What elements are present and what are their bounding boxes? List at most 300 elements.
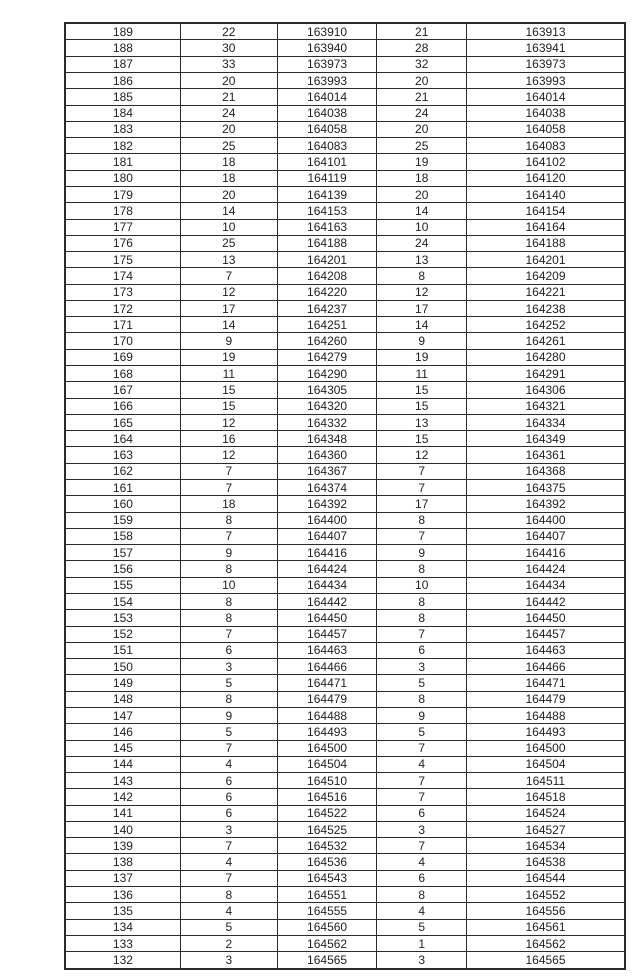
- table-row: [65, 431, 625, 447]
- table-cell-col5: 164524: [467, 805, 626, 821]
- table-cell-col5: 164552: [467, 887, 626, 903]
- table-cell-col5: 164466: [467, 659, 626, 675]
- table-cell-col5: 164556: [467, 903, 626, 919]
- table-cell-col2: 15: [180, 398, 277, 414]
- table-row: [65, 887, 625, 903]
- table-cell-col4: 19: [377, 154, 467, 170]
- table-row: [65, 382, 625, 398]
- table-row: [65, 235, 625, 251]
- score-table: [64, 22, 626, 970]
- table-cell-col2: 5: [180, 919, 277, 935]
- table-cell-col1: 172: [65, 300, 180, 316]
- table-cell-col5: 164471: [467, 675, 626, 691]
- table-cell-col1: 141: [65, 805, 180, 821]
- table-cell-col1: 177: [65, 219, 180, 235]
- table-cell-col4: 8: [377, 610, 467, 626]
- table-cell-col2: 30: [180, 40, 277, 56]
- table-row: [65, 300, 625, 316]
- table-cell-col3: 164279: [277, 349, 377, 365]
- table-cell-col5: 164511: [467, 773, 626, 789]
- table-cell-col1: 181: [65, 154, 180, 170]
- table-cell-col2: 24: [180, 105, 277, 121]
- table-cell-col4: 6: [377, 642, 467, 658]
- table-cell-col4: 9: [377, 545, 467, 561]
- table-cell-col3: 164516: [277, 789, 377, 805]
- table-cell-col4: 14: [377, 203, 467, 219]
- table-cell-col1: 168: [65, 366, 180, 382]
- table-cell-col3: 164083: [277, 138, 377, 154]
- table-cell-col2: 6: [180, 789, 277, 805]
- table-cell-col3: 164014: [277, 89, 377, 105]
- table-cell-col2: 7: [180, 528, 277, 544]
- table-cell-col5: 163993: [467, 72, 626, 88]
- table-cell-col2: 17: [180, 300, 277, 316]
- table-cell-col2: 21: [180, 89, 277, 105]
- table-cell-col3: 164251: [277, 317, 377, 333]
- table-cell-col2: 19: [180, 349, 277, 365]
- table-cell-col2: 7: [180, 268, 277, 284]
- table-cell-col1: 143: [65, 773, 180, 789]
- table-cell-col1: 166: [65, 398, 180, 414]
- table-row: [65, 740, 625, 756]
- table-cell-col5: 164407: [467, 528, 626, 544]
- table-cell-col3: 164163: [277, 219, 377, 235]
- table-cell-col4: 7: [377, 789, 467, 805]
- table-cell-col2: 8: [180, 691, 277, 707]
- table-cell-col5: 164361: [467, 447, 626, 463]
- table-cell-col1: 165: [65, 414, 180, 430]
- table-cell-col3: 164450: [277, 610, 377, 626]
- table-cell-col1: 182: [65, 138, 180, 154]
- table-cell-col2: 2: [180, 935, 277, 951]
- table-cell-col2: 9: [180, 545, 277, 561]
- table-cell-col5: 164400: [467, 512, 626, 528]
- table-cell-col3: 164471: [277, 675, 377, 691]
- table-cell-col4: 13: [377, 252, 467, 268]
- table-cell-col2: 7: [180, 870, 277, 886]
- table-cell-col4: 20: [377, 186, 467, 202]
- table-cell-col3: 164424: [277, 561, 377, 577]
- table-row: [65, 870, 625, 886]
- table-cell-col2: 12: [180, 414, 277, 430]
- table-cell-col3: 164332: [277, 414, 377, 430]
- table-cell-col1: 151: [65, 642, 180, 658]
- table-cell-col2: 4: [180, 903, 277, 919]
- table-cell-col5: 164306: [467, 382, 626, 398]
- table-cell-col4: 9: [377, 707, 467, 723]
- table-cell-col2: 18: [180, 496, 277, 512]
- table-row: [65, 480, 625, 496]
- table-cell-col1: 169: [65, 349, 180, 365]
- table-cell-col1: 144: [65, 756, 180, 772]
- table-cell-col5: 164442: [467, 593, 626, 609]
- table-cell-col2: 8: [180, 887, 277, 903]
- table-cell-col5: 164504: [467, 756, 626, 772]
- table-cell-col4: 7: [377, 626, 467, 642]
- table-cell-col1: 188: [65, 40, 180, 56]
- table-cell-col3: 164560: [277, 919, 377, 935]
- table-row: [65, 659, 625, 675]
- table-cell-col1: 175: [65, 252, 180, 268]
- table-cell-col1: 152: [65, 626, 180, 642]
- table-cell-col1: 183: [65, 121, 180, 137]
- table-row: [65, 268, 625, 284]
- table-cell-col1: 185: [65, 89, 180, 105]
- table-cell-col5: 164164: [467, 219, 626, 235]
- table-cell-col4: 3: [377, 952, 467, 969]
- table-row: [65, 545, 625, 561]
- table-row: [65, 675, 625, 691]
- table-cell-col3: 164400: [277, 512, 377, 528]
- table-row: [65, 691, 625, 707]
- table-cell-col5: 164188: [467, 235, 626, 251]
- table-cell-col5: 164140: [467, 186, 626, 202]
- table-cell-col5: 164434: [467, 577, 626, 593]
- table-cell-col4: 15: [377, 398, 467, 414]
- table-cell-col4: 8: [377, 887, 467, 903]
- table-cell-col2: 11: [180, 366, 277, 382]
- table-cell-col1: 174: [65, 268, 180, 284]
- table-cell-col5: 164221: [467, 284, 626, 300]
- table-cell-col3: 164367: [277, 463, 377, 479]
- table-cell-col1: 142: [65, 789, 180, 805]
- table-cell-col1: 153: [65, 610, 180, 626]
- table-cell-col3: 163940: [277, 40, 377, 56]
- table-cell-col3: 164551: [277, 887, 377, 903]
- table-cell-col3: 163910: [277, 23, 377, 40]
- table-cell-col4: 18: [377, 170, 467, 186]
- table-cell-col5: 164238: [467, 300, 626, 316]
- table-row: [65, 805, 625, 821]
- table-cell-col1: 146: [65, 724, 180, 740]
- table-cell-col2: 3: [180, 821, 277, 837]
- table-row: [65, 952, 625, 969]
- table-cell-col5: 164014: [467, 89, 626, 105]
- table-cell-col3: 164536: [277, 854, 377, 870]
- table-cell-col4: 8: [377, 691, 467, 707]
- table-cell-col1: 158: [65, 528, 180, 544]
- table-cell-col1: 138: [65, 854, 180, 870]
- table-cell-col2: 20: [180, 186, 277, 202]
- table-cell-col5: 164083: [467, 138, 626, 154]
- table-cell-col3: 164038: [277, 105, 377, 121]
- table-cell-col1: 149: [65, 675, 180, 691]
- table-cell-col3: 164500: [277, 740, 377, 756]
- table-cell-col1: 155: [65, 577, 180, 593]
- table-row: [65, 414, 625, 430]
- table-cell-col1: 139: [65, 838, 180, 854]
- table-cell-col5: 164463: [467, 642, 626, 658]
- table-row: [65, 447, 625, 463]
- table-cell-col2: 33: [180, 56, 277, 72]
- table-cell-col3: 164320: [277, 398, 377, 414]
- table-cell-col1: 171: [65, 317, 180, 333]
- table-cell-col5: 164538: [467, 854, 626, 870]
- table-cell-col3: 164348: [277, 431, 377, 447]
- table-cell-col4: 4: [377, 756, 467, 772]
- table-cell-col2: 5: [180, 675, 277, 691]
- table-cell-col4: 24: [377, 235, 467, 251]
- table-cell-col3: 164479: [277, 691, 377, 707]
- table-cell-col1: 159: [65, 512, 180, 528]
- table-cell-col5: 164154: [467, 203, 626, 219]
- table-row: [65, 398, 625, 414]
- table-cell-col3: 164562: [277, 935, 377, 951]
- table-cell-col2: 13: [180, 252, 277, 268]
- table-cell-col1: 156: [65, 561, 180, 577]
- table-row: [65, 903, 625, 919]
- table-row: [65, 838, 625, 854]
- table-cell-col3: 163993: [277, 72, 377, 88]
- table-cell-col5: 164493: [467, 724, 626, 740]
- table-cell-col3: 164555: [277, 903, 377, 919]
- table-cell-col3: 164305: [277, 382, 377, 398]
- table-cell-col4: 7: [377, 740, 467, 756]
- table-cell-col2: 5: [180, 724, 277, 740]
- table-cell-col1: 161: [65, 480, 180, 496]
- table-row: [65, 170, 625, 186]
- table-row: [65, 138, 625, 154]
- table-cell-col2: 18: [180, 170, 277, 186]
- table-cell-col5: 164450: [467, 610, 626, 626]
- table-cell-col3: 164139: [277, 186, 377, 202]
- table-cell-col5: 164334: [467, 414, 626, 430]
- table-cell-col2: 7: [180, 626, 277, 642]
- table-row: [65, 72, 625, 88]
- table-cell-col5: 164280: [467, 349, 626, 365]
- table-cell-col2: 6: [180, 805, 277, 821]
- table-cell-col3: 164220: [277, 284, 377, 300]
- table-cell-col3: 164565: [277, 952, 377, 969]
- table-cell-col3: 164374: [277, 480, 377, 496]
- table-row: [65, 642, 625, 658]
- table-cell-col1: 170: [65, 333, 180, 349]
- table-cell-col1: 133: [65, 935, 180, 951]
- table-cell-col3: 164457: [277, 626, 377, 642]
- table-row: [65, 121, 625, 137]
- table-cell-col4: 14: [377, 317, 467, 333]
- table-cell-col5: 164544: [467, 870, 626, 886]
- table-cell-col4: 8: [377, 593, 467, 609]
- table-row: [65, 577, 625, 593]
- table-row: [65, 854, 625, 870]
- table-cell-col3: 164493: [277, 724, 377, 740]
- table-cell-col5: 164120: [467, 170, 626, 186]
- table-row: [65, 773, 625, 789]
- table-cell-col1: 160: [65, 496, 180, 512]
- table-cell-col5: 164209: [467, 268, 626, 284]
- table-cell-col1: 180: [65, 170, 180, 186]
- table-cell-col3: 164237: [277, 300, 377, 316]
- table-cell-col1: 132: [65, 952, 180, 969]
- table-cell-col2: 12: [180, 284, 277, 300]
- table-cell-col4: 10: [377, 219, 467, 235]
- table-cell-col4: 28: [377, 40, 467, 56]
- table-cell-col1: 187: [65, 56, 180, 72]
- table-cell-col3: 164101: [277, 154, 377, 170]
- table-cell-col4: 20: [377, 121, 467, 137]
- table-row: [65, 626, 625, 642]
- table-cell-col2: 10: [180, 577, 277, 593]
- table-cell-col5: 164527: [467, 821, 626, 837]
- table-cell-col1: 137: [65, 870, 180, 886]
- table-cell-col1: 189: [65, 23, 180, 40]
- table-row: [65, 561, 625, 577]
- table-row: [65, 593, 625, 609]
- table-cell-col3: 164416: [277, 545, 377, 561]
- table-cell-col5: 164261: [467, 333, 626, 349]
- table-cell-col2: 7: [180, 838, 277, 854]
- table-cell-col4: 5: [377, 919, 467, 935]
- table-row: [65, 724, 625, 740]
- table-row: [65, 496, 625, 512]
- table-cell-col4: 3: [377, 821, 467, 837]
- table-row: [65, 89, 625, 105]
- table-row: [65, 333, 625, 349]
- table-cell-col1: 186: [65, 72, 180, 88]
- table-row: [65, 463, 625, 479]
- table-cell-col4: 32: [377, 56, 467, 72]
- table-cell-col1: 178: [65, 203, 180, 219]
- table-row: [65, 821, 625, 837]
- table-cell-col3: 164058: [277, 121, 377, 137]
- table-cell-col2: 14: [180, 203, 277, 219]
- table-cell-col3: 164510: [277, 773, 377, 789]
- table-cell-col2: 9: [180, 707, 277, 723]
- table-cell-col5: 164321: [467, 398, 626, 414]
- table-cell-col4: 7: [377, 773, 467, 789]
- table-cell-col5: 164424: [467, 561, 626, 577]
- table-cell-col4: 20: [377, 72, 467, 88]
- table-cell-col1: 145: [65, 740, 180, 756]
- table-cell-col2: 10: [180, 219, 277, 235]
- table-cell-col1: 184: [65, 105, 180, 121]
- table-cell-col4: 24: [377, 105, 467, 121]
- table-row: [65, 105, 625, 121]
- table-cell-col4: 8: [377, 561, 467, 577]
- table-row: [65, 528, 625, 544]
- table-cell-col4: 17: [377, 496, 467, 512]
- table-row: [65, 219, 625, 235]
- table-cell-col5: 163973: [467, 56, 626, 72]
- table-cell-col3: 164208: [277, 268, 377, 284]
- table-cell-col1: 154: [65, 593, 180, 609]
- table-cell-col3: 164442: [277, 593, 377, 609]
- table-cell-col1: 148: [65, 691, 180, 707]
- table-cell-col3: 164434: [277, 577, 377, 593]
- table-row: [65, 707, 625, 723]
- table-cell-col1: 140: [65, 821, 180, 837]
- table-cell-col2: 16: [180, 431, 277, 447]
- table-cell-col5: 164392: [467, 496, 626, 512]
- table-cell-col2: 7: [180, 740, 277, 756]
- table-row: [65, 349, 625, 365]
- table-cell-col1: 134: [65, 919, 180, 935]
- table-cell-col4: 13: [377, 414, 467, 430]
- table-cell-col4: 5: [377, 675, 467, 691]
- table-cell-col4: 8: [377, 268, 467, 284]
- table-cell-col3: 164260: [277, 333, 377, 349]
- table-cell-col4: 21: [377, 89, 467, 105]
- table-cell-col2: 18: [180, 154, 277, 170]
- table-cell-col2: 4: [180, 756, 277, 772]
- table-cell-col5: 164201: [467, 252, 626, 268]
- table-cell-col5: 164518: [467, 789, 626, 805]
- table-cell-col1: 150: [65, 659, 180, 675]
- table-cell-col4: 25: [377, 138, 467, 154]
- table-cell-col3: 164532: [277, 838, 377, 854]
- table-row: [65, 317, 625, 333]
- table-cell-col3: 164466: [277, 659, 377, 675]
- table-cell-col5: 164457: [467, 626, 626, 642]
- table-cell-col2: 22: [180, 23, 277, 40]
- table-cell-col5: 164565: [467, 952, 626, 969]
- table-cell-col1: 176: [65, 235, 180, 251]
- table-row: [65, 789, 625, 805]
- table-cell-col1: 136: [65, 887, 180, 903]
- table-cell-col3: 164504: [277, 756, 377, 772]
- table-row: [65, 23, 625, 40]
- table-cell-col5: 163913: [467, 23, 626, 40]
- table-cell-col5: 164562: [467, 935, 626, 951]
- table-cell-col3: 164201: [277, 252, 377, 268]
- table-cell-col2: 15: [180, 382, 277, 398]
- table-row: [65, 252, 625, 268]
- table-cell-col1: 164: [65, 431, 180, 447]
- table-cell-col4: 11: [377, 366, 467, 382]
- table-cell-col2: 6: [180, 773, 277, 789]
- table-cell-col4: 5: [377, 724, 467, 740]
- table-cell-col1: 179: [65, 186, 180, 202]
- table-cell-col5: 164375: [467, 480, 626, 496]
- table-cell-col4: 17: [377, 300, 467, 316]
- table-cell-col2: 4: [180, 854, 277, 870]
- table-cell-col3: 164407: [277, 528, 377, 544]
- table-cell-col5: 164038: [467, 105, 626, 121]
- table-row: [65, 56, 625, 72]
- table-cell-col4: 6: [377, 805, 467, 821]
- table-cell-col4: 9: [377, 333, 467, 349]
- table-cell-col5: 164102: [467, 154, 626, 170]
- table-cell-col3: 164290: [277, 366, 377, 382]
- table-cell-col2: 14: [180, 317, 277, 333]
- table-cell-col2: 12: [180, 447, 277, 463]
- table-cell-col3: 164188: [277, 235, 377, 251]
- table-cell-col2: 8: [180, 610, 277, 626]
- table-cell-col3: 164392: [277, 496, 377, 512]
- table-cell-col4: 7: [377, 838, 467, 854]
- table-cell-col4: 7: [377, 528, 467, 544]
- table-cell-col4: 4: [377, 854, 467, 870]
- table-cell-col5: 164561: [467, 919, 626, 935]
- table-row: [65, 186, 625, 202]
- table-cell-col4: 3: [377, 659, 467, 675]
- table-row: [65, 919, 625, 935]
- table-row: [65, 154, 625, 170]
- table-cell-col2: 8: [180, 512, 277, 528]
- table-cell-col5: 164500: [467, 740, 626, 756]
- table-cell-col3: 164543: [277, 870, 377, 886]
- table-cell-col2: 6: [180, 642, 277, 658]
- table-cell-col4: 19: [377, 349, 467, 365]
- table-cell-col4: 7: [377, 480, 467, 496]
- table-cell-col4: 12: [377, 447, 467, 463]
- table-cell-col5: 164058: [467, 121, 626, 137]
- table-cell-col1: 163: [65, 447, 180, 463]
- table-cell-col2: 20: [180, 121, 277, 137]
- table-cell-col2: 7: [180, 480, 277, 496]
- table-cell-col2: 3: [180, 659, 277, 675]
